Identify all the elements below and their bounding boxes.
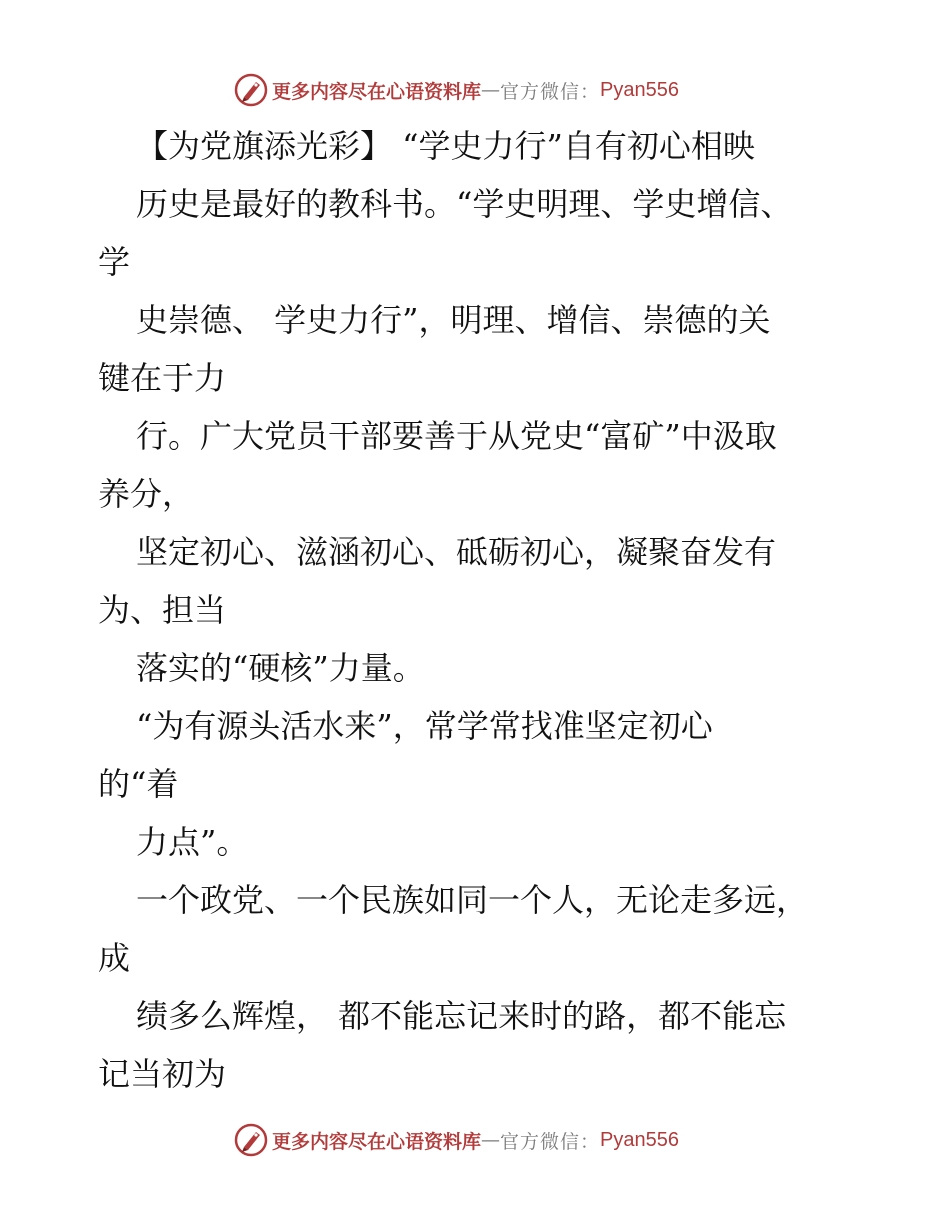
- watermark-wechat-label: 官方微信：: [500, 1130, 601, 1153]
- header-watermark: [234, 72, 679, 108]
- text-line-title: 【为党旗添光彩】 “学史力行”自有初心相映: [136, 127, 755, 165]
- text-line: 史崇德、 学史力行”，明理、增信、崇德的关: [136, 301, 771, 339]
- text-line: 历史是最好的教科书。“学史明理、学史增信、: [136, 185, 793, 223]
- watermark-brand-text: 更多内容尽在心语资料库: [272, 1130, 482, 1153]
- watermark-brand-text: 更多内容尽在心语资料库: [272, 80, 482, 103]
- text-line: 一个政党、一个民族如同一个人，无论走多远，: [136, 881, 809, 919]
- watermark-dash: —: [481, 1129, 501, 1151]
- text-line: 记当初为: [98, 1055, 227, 1093]
- text-line: 的“着: [98, 765, 179, 803]
- footer-watermark: [234, 1122, 679, 1158]
- watermark-wechat-label: 官方微信：: [500, 80, 601, 103]
- text-line: 成: [98, 939, 131, 977]
- text-line: 坚定初心、滋涵初心、砥砺初心，凝聚奋发有: [136, 533, 777, 571]
- watermark-wechat-id: Pyan556: [600, 78, 679, 101]
- watermark-wechat-id: Pyan556: [600, 1128, 679, 1151]
- text-line: 学: [98, 243, 131, 281]
- text-line: 力点”。: [136, 823, 249, 861]
- text-line: 绩多么辉煌， 都不能忘记来时的路，都不能忘: [136, 997, 787, 1035]
- text-line: 键在于力: [98, 359, 227, 397]
- text-line: 行。广大党员干部要善于从党史“富矿”中汲取: [136, 417, 777, 455]
- text-line: 为、担当: [98, 591, 227, 629]
- pen-logo-icon: [234, 1123, 268, 1157]
- text-line: 落实的“硬核”力量。: [136, 649, 425, 687]
- watermark-dash: —: [481, 79, 501, 101]
- pen-logo-icon: [234, 73, 268, 107]
- text-line: 养分，: [98, 475, 195, 513]
- text-line: “为有源头活水来”，常学常找准坚定初心: [136, 707, 713, 745]
